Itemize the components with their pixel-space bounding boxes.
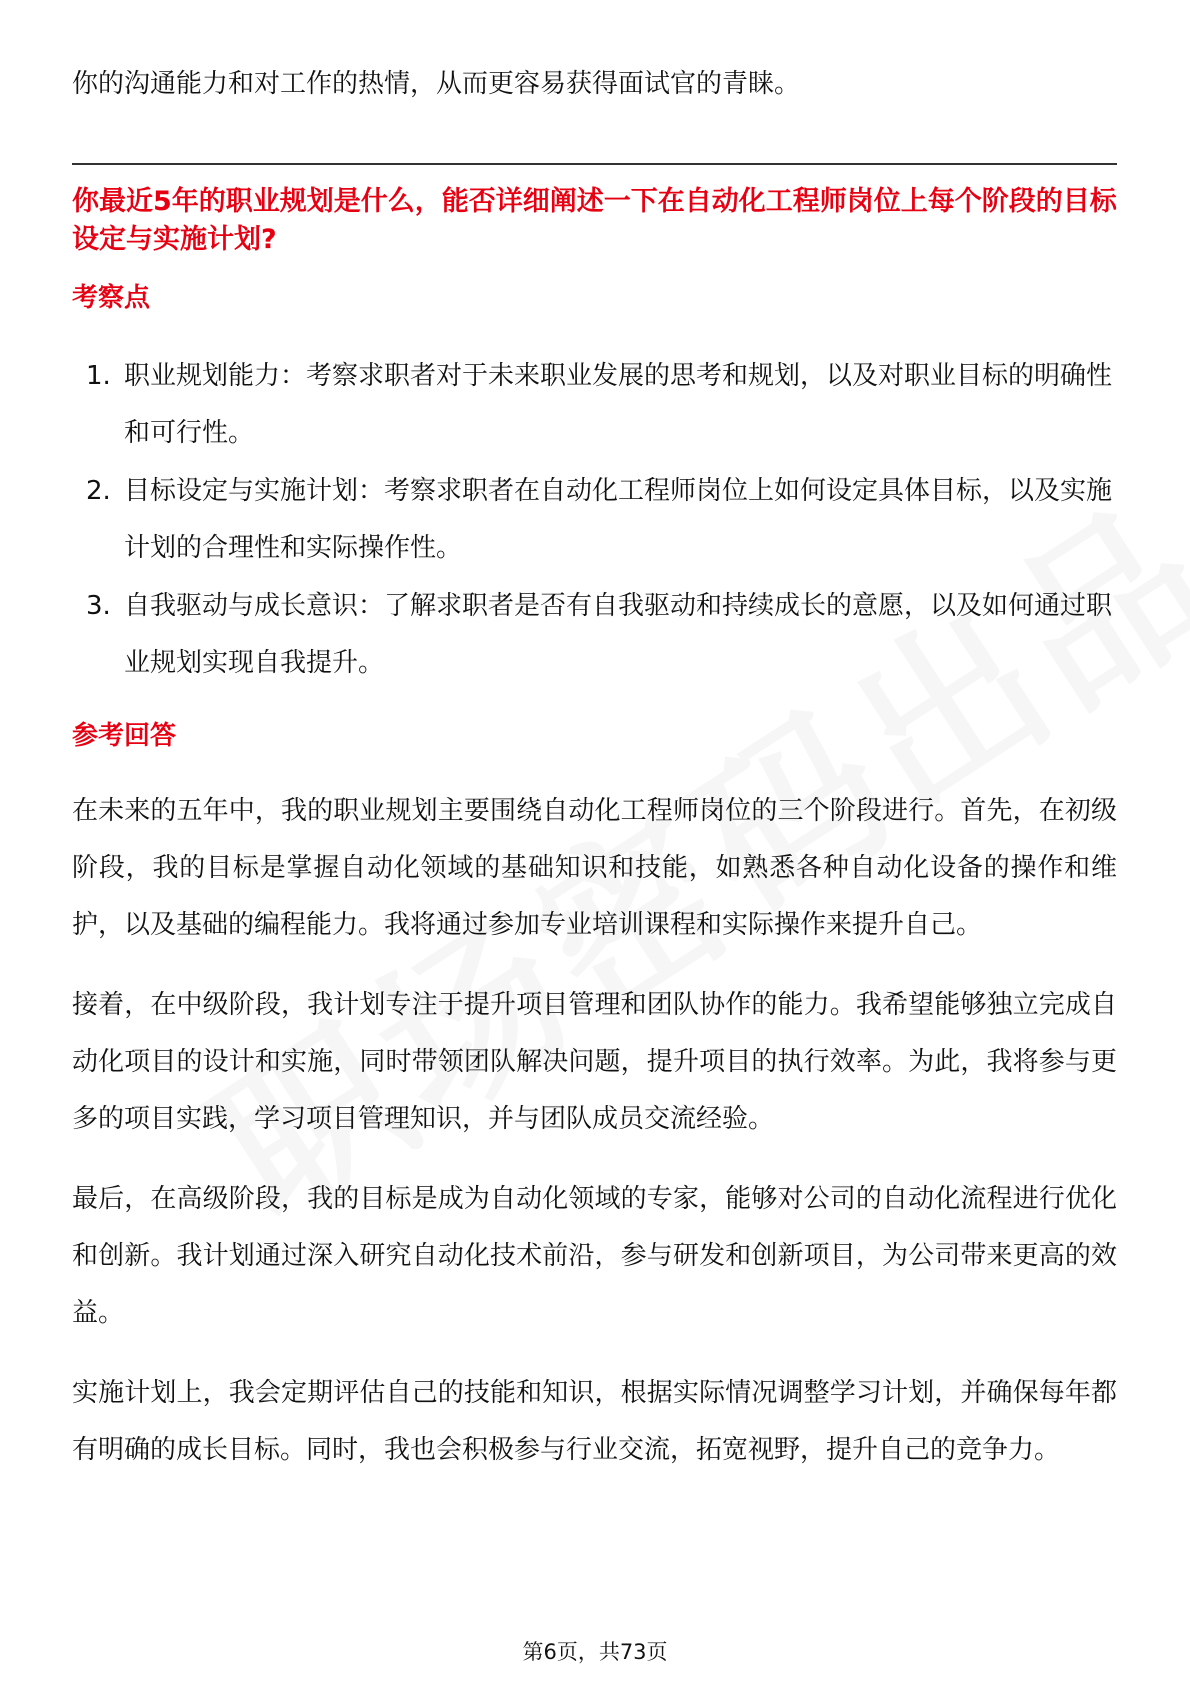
- question-title: 你最近5年的职业规划是什么，能否详细阐述一下在自动化工程师岗位上每个阶段的目标设定与实施计划?: [72, 186, 1117, 255]
- focus-heading: 考察点: [72, 283, 151, 313]
- list-item: [72, 463, 1117, 577]
- answer-body: [72, 783, 1117, 1502]
- list-item: [72, 348, 1117, 462]
- list-item-text: 职业规划能力：考察求职者对于未来职业发展的思考和规划，以及对职业目标的明确性和可行性。: [124, 361, 1113, 448]
- answer-paragraph: 实施计划上，我会定期评估自己的技能和知识，根据实际情况调整学习计划，并确保每年都有明确的成长目标。同时，我也会积极参与行业交流，拓宽视野，提升自己的竞争力。: [72, 1378, 1117, 1465]
- list-item-number: 3.: [86, 591, 111, 621]
- focus-list: [72, 348, 1117, 693]
- answer-paragraph: 最后，在高级阶段，我的目标是成为自动化领域的专家，能够对公司的自动化流程进行优化和创新。我计划通过深入研究自动化技术前沿，参与研发和创新项目，为公司带来更高的效益。: [72, 1184, 1117, 1328]
- list-item-number: 1.: [86, 361, 111, 391]
- page-footer: 第6页，共73页: [522, 1640, 668, 1664]
- document-page: [72, 0, 1117, 1684]
- answer-paragraph: 接着，在中级阶段，我计划专注于提升项目管理和团队协作的能力。我希望能够独立完成自动化项目的设计和实施，同时带领团队解决问题，提升项目的执行效率。为此，我将参与更多的项目实践，学习项目管理知识，并与团队成员交流经验。: [72, 990, 1117, 1134]
- section-divider: [72, 163, 1117, 165]
- list-item-text: 目标设定与实施计划：考察求职者在自动化工程师岗位上如何设定具体目标，以及实施计划的合理性和实际操作性。: [124, 476, 1113, 563]
- answer-heading: 参考回答: [72, 721, 177, 751]
- list-item: [72, 578, 1117, 692]
- answer-paragraph: 在未来的五年中，我的职业规划主要围绕自动化工程师岗位的三个阶段进行。首先，在初级阶段，我的目标是掌握自动化领域的基础知识和技能，如熟悉各种自动化设备的操作和维护，以及基础的编程能力。我将通过参加专业培训课程和实际操作来提升自己。: [72, 796, 1117, 940]
- lead-text: 你的沟通能力和对工作的热情，从而更容易获得面试官的青睐。: [72, 69, 801, 99]
- list-item-number: 2.: [86, 476, 111, 506]
- list-item-text: 自我驱动与成长意识：了解求职者是否有自我驱动和持续成长的意愿，以及如何通过职业规划实现自我提升。: [124, 591, 1113, 678]
